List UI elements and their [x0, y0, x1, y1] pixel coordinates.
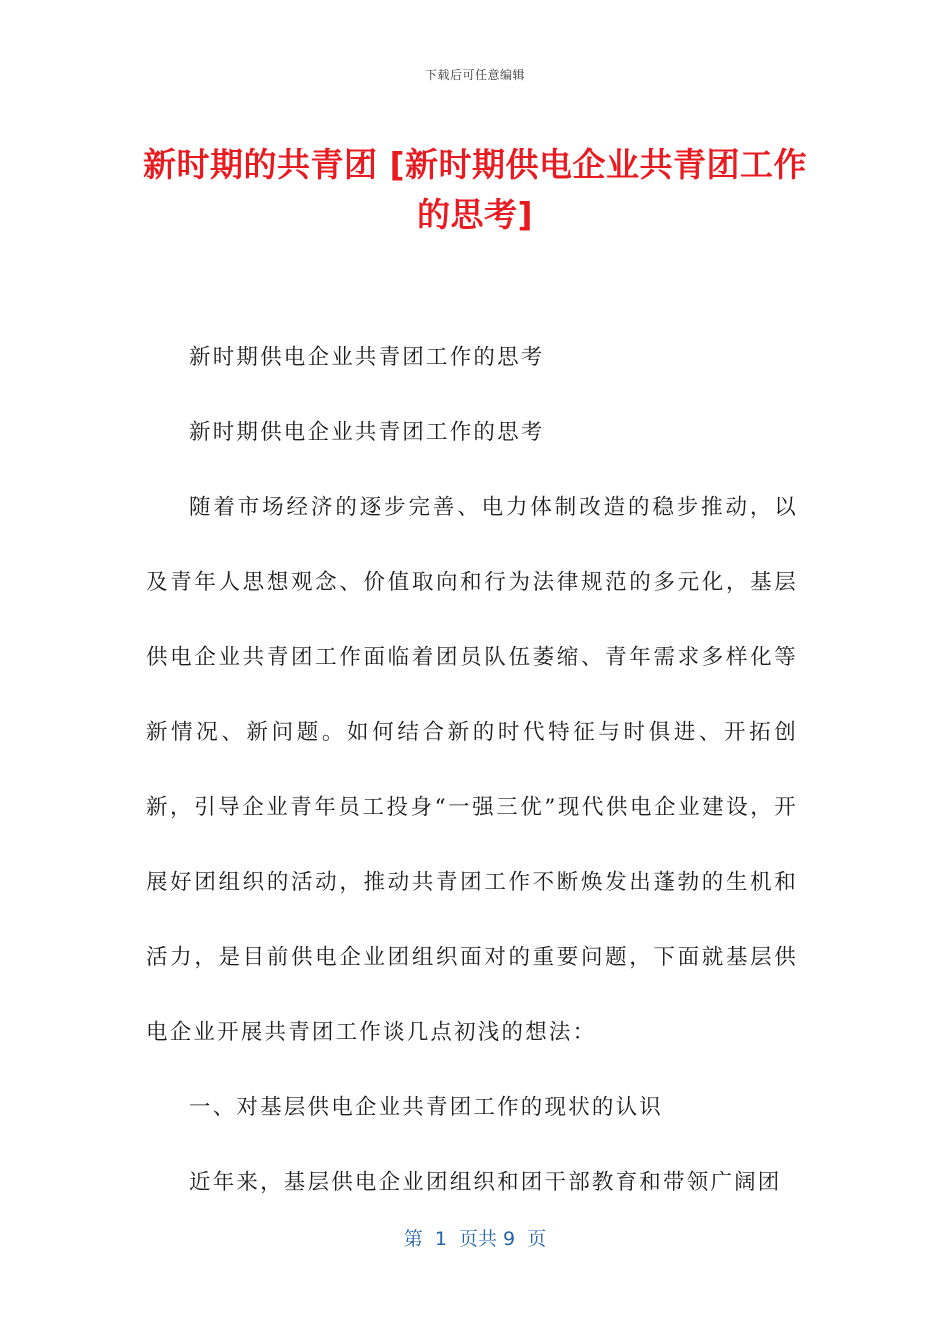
- page-number: 第 1 页共 9 页: [403, 1228, 547, 1250]
- section-heading: 一、对基层供电企业共青团工作的现状的认识: [189, 1095, 664, 1120]
- download-note: 下载后可任意编辑: [424, 68, 525, 82]
- body-paragraph: 近年来，基层供电企业团组织和团干部教育和带领广阔团: [189, 1170, 782, 1195]
- document-body: [146, 320, 798, 1220]
- intro-paragraph: 随着市场经济的逐步完善、电力体制改造的稳步推动，以及青年人思想观念、价值取向和行为法律规范的多元化，基层供电企业共青团工作面临着团员队伍萎缩、青年需求多样化等新情况、新问题。如何结合新的时代特征与时俱进、开拓创新，引导企业青年员工投身“一强三优”现代供电企业建设，开展好团组织的活动，推动共青团工作不断焕发出蓬勃的生机和活力，是目前供电企业团组织面对的重要问题，下面就基层供电企业开展共青团工作谈几点初浅的想法：: [146, 495, 798, 1045]
- subtitle-paragraph: 新时期供电企业共青团工作的思考: [189, 420, 545, 445]
- document-title: 新时期的共青团 [新时期供电企业共青团工作的思考]: [142, 145, 808, 234]
- subtitle-paragraph: 新时期供电企业共青团工作的思考: [189, 345, 545, 370]
